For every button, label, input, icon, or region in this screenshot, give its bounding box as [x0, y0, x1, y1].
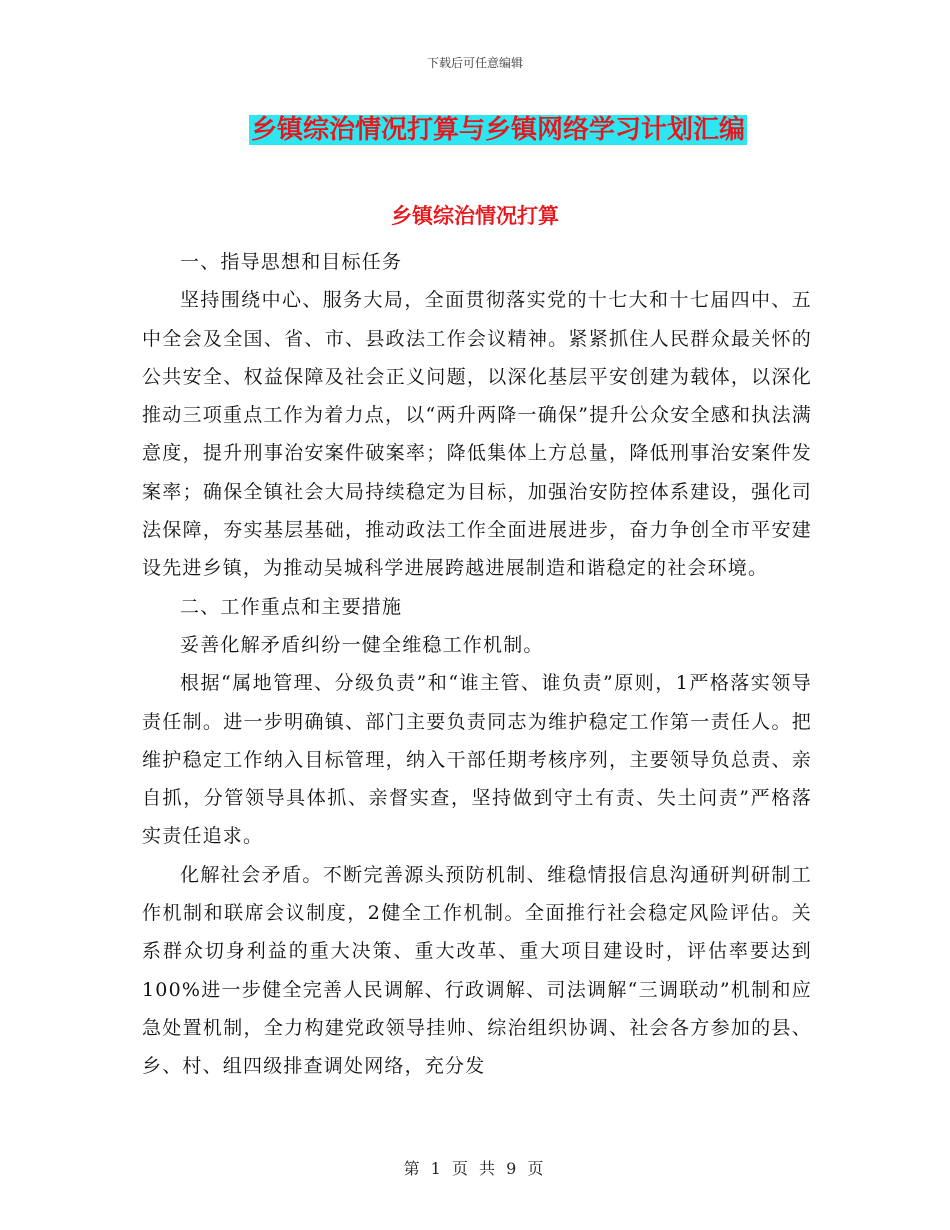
page-footer: 第 1 页 共 9 页: [403, 1159, 547, 1178]
paragraph-guiding-ideology: 坚持围绕中心、服务大局，全面贯彻落实党的十七大和十七届四中、五中全会及全国、省、市、县政法工作会议精神。紧紧抓住人民群众最关怀的公共安全、权益保障及社会正义问题，以深化基层平安创建为载体，以深化推动三项重点工作为着力点，以“两升两降一确保”提升公众安全感和执法满意度，提升刑事治安案件破案率；降低集体上方总量，降低刑事治安案件发案率；确保全镇社会大局持续稳定为目标，加强治安防控体系建设，强化司法保障，夯实基层基础，推动政法工作全面进展进步，奋力争创全市平安建设先进乡镇，为推动吴城科学进展跨越进展制造和谐稳定的社会环境。: [142, 289, 812, 580]
header-note: 下载后可任意编辑: [426, 56, 523, 70]
paragraph-leadership-responsibility: 根据“属地管理、分级负责”和“谁主管、谁负责”原则，1严格落实领导责任制。进一步明确镇、部门主要负责同志为维护稳定工作第一责任人。把维护稳定工作纳入目标管理，纳入干部任期考核序列，主要领导负总责、亲自抓，分管领导具体抓、亲督实查，坚持做到守土有责、失土问责”严格落实责任追求。: [142, 672, 812, 848]
document-body: [142, 243, 812, 1086]
document-title: [0, 112, 950, 148]
heading-guiding-ideology: 一、指导思想和目标任务: [180, 251, 403, 273]
paragraph-social-conflicts: 化解社会矛盾。不断完善源头预防机制、维稳情报信息沟通研判研制工作机制和联席会议制度，2健全工作机制。全面推行社会稳定风险评估。关系群众切身利益的重大决策、重大改革、重大项目建设时，评估率要达到100%进一步健全完善人民调解、行政调解、司法调解“三调联动”机制和应急处置机制，全力构建党政领导挂帅、综治组织协调、社会各方参加的县、乡、村、组四级排查调处网络，充分发: [142, 863, 812, 1078]
document-title-text: 乡镇综治情况打算与乡镇网络学习计划汇编: [250, 115, 745, 145]
section-title: 乡镇综治情况打算: [391, 204, 559, 228]
heading-work-priorities: 二、工作重点和主要措施: [180, 595, 403, 618]
paragraph-resolve-disputes: 妥善化解矛盾纠纷一健全维稳工作机制。: [180, 633, 544, 656]
